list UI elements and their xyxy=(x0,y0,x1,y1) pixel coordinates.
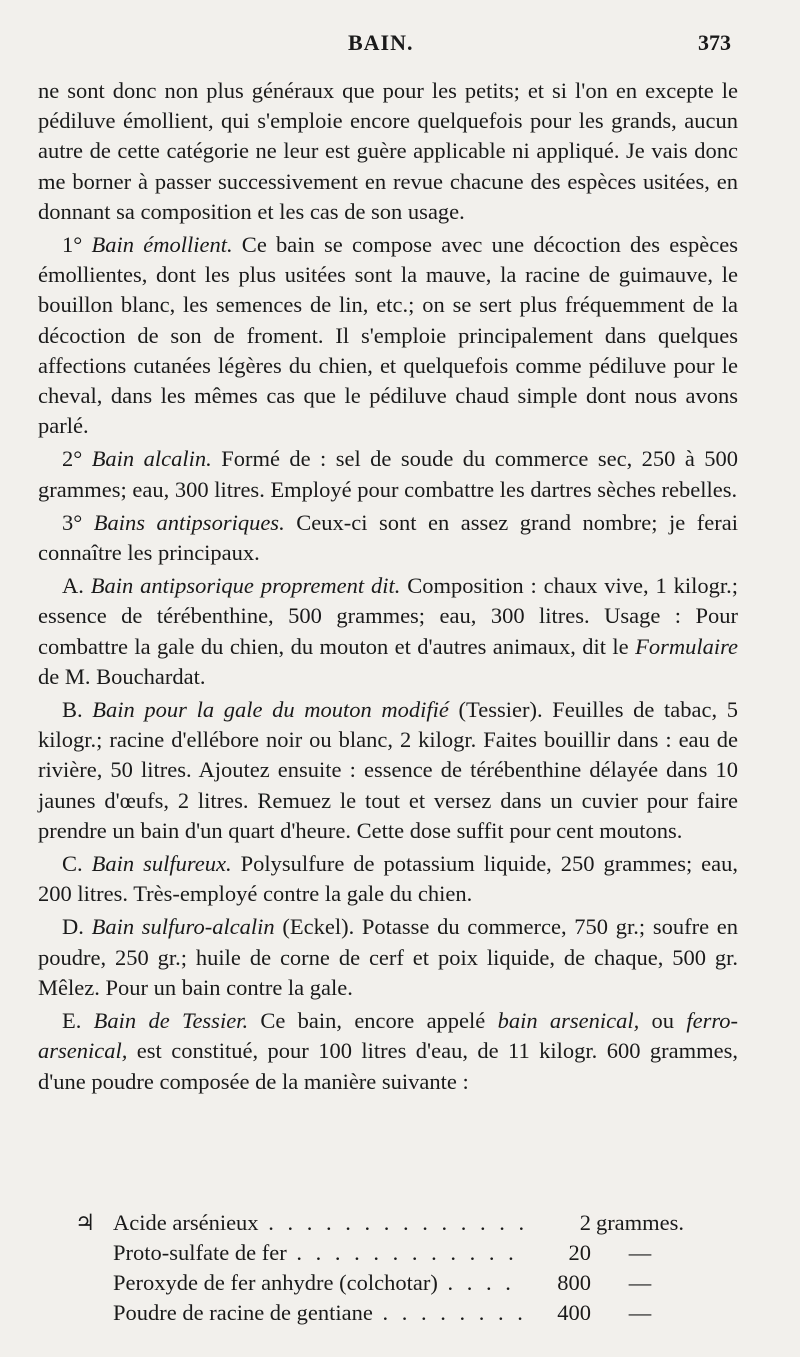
ingredient-quantity: 20 xyxy=(525,1238,591,1268)
text-run: Ce bain se compose avec une décoction des espèces émollientes, dont les plus usitées sont la mauve, la racine de guimauve, le bouillon blanc, les semences de lin, etc.; on se sert plus fréquemment de la décoction de son de froment. Il s'emploie principalement dans quelques affections cutanées légères du chien, et quelquefois comme pédiluve pour le cheval, dans les mêmes cas que le pédiluve chaud simple dont nous avons parlé. xyxy=(38,232,738,439)
paragraph xyxy=(38,444,738,504)
page-number: 373 xyxy=(698,30,731,55)
text-run: Composition : chaux vive, 1 kilogr.; essence de térébenthine, 500 grammes; eau, 300 litres. Usage : Pour combattre la gale du chien, du mouton et d'autres animaux, dit le xyxy=(38,573,738,659)
italic-run: Formulaire xyxy=(635,633,738,659)
text-run: ne sont donc non plus généraux que pour les petits; et si l'on en excepte le pédiluve émollient, qui s'emploie encore quelquefois pour les grands, aucun autre de cette catégorie ne leur est guère applicable ni appliqué. Je vais donc me borner à passer successivement en revue chacune des espèces usitées, en donnant sa composition et les cas de son usage. xyxy=(38,78,738,224)
formula-row xyxy=(75,1208,735,1238)
paragraph xyxy=(38,695,738,846)
ingredient-unit: — xyxy=(628,1270,652,1295)
ingredient-name: Poudre de racine de gentiane . . . xyxy=(113,1298,563,1328)
italic-run: Bain sulfureux. xyxy=(91,851,232,877)
italic-run: Bain émollient. xyxy=(91,232,233,258)
text-run: B. xyxy=(62,697,93,723)
text-run: Polysulfure de potassium liquide, 250 grammes; eau, 200 litres. Très-employé contre la gale du chien. xyxy=(38,851,739,907)
italic-run: Bain pour la gale du mouton modifié xyxy=(92,697,449,723)
ingredient-name: Peroxyde de fer anhydre (colchotar) . . . xyxy=(113,1268,563,1298)
ingredient-unit: grammes. xyxy=(595,1210,685,1235)
text-run: 3° xyxy=(62,509,94,535)
italic-run: Bain alcalin. xyxy=(91,446,212,472)
text-run: (Eckel). Potasse du commerce, 750 gr.; soufre en poudre, 250 gr.; huile de corne de cerf et poix liquide, de chaque, 500 gr. Mêlez. Pour un bain contre la gale. xyxy=(38,914,738,1000)
paragraph xyxy=(38,571,738,692)
italic-run: Bain sulfuro-alcalin xyxy=(91,914,275,940)
text-run: D. xyxy=(62,914,92,940)
page-header xyxy=(0,30,800,62)
ingredient-name: Proto-sulfate de fer . . . xyxy=(113,1238,563,1268)
text-run: C. xyxy=(62,851,92,877)
body-text xyxy=(38,76,738,1105)
ingredient-unit: — xyxy=(628,1300,652,1325)
text-run: Ce bain, encore appelé xyxy=(248,1008,498,1034)
paragraph xyxy=(38,1006,738,1097)
text-run: Ceux-ci sont en assez grand nombre; je ferai connaître les principaux. xyxy=(38,509,739,566)
text-run: E. xyxy=(62,1008,94,1034)
paragraph xyxy=(38,912,738,1003)
italic-run: bain arsenical, xyxy=(497,1008,640,1034)
paragraph xyxy=(38,508,738,568)
text-run: est constitué, pour 100 litres d'eau, de 11 kilogr. 600 grammes, d'une poudre composée de la manière suivante : xyxy=(38,1038,738,1094)
ingredient-quantity: 2 xyxy=(525,1208,591,1238)
text-run: ou xyxy=(639,1008,687,1034)
text-run: A. xyxy=(62,573,91,599)
recipe-symbol: ♃ xyxy=(75,1210,96,1235)
ingredient-quantity: 400 xyxy=(525,1298,591,1328)
formula-row xyxy=(75,1268,735,1298)
ingredient-name: Acide arsénieux . . . xyxy=(113,1208,563,1238)
italic-run: Bain antipsorique proprement dit. xyxy=(90,573,401,599)
italic-run: ferro-arsenical, xyxy=(38,1008,739,1064)
italic-run: Bains antipsoriques. xyxy=(93,509,285,535)
running-title: BAIN. xyxy=(348,30,414,55)
text-run: (Tessier). Feuilles de tabac, 5 kilogr.; racine d'ellébore noir ou blanc, 2 kilogr. Faites bouillir dans : eau de rivière, 50 litres. Ajoutez ensuite : essence de térébenthine délayée dans 10 jaunes d'œufs, 2 litres. Remuez le tout et versez dans un cuvier pour faire prendre un bain d'un quart d'heure. Cette dose suffit pour cent moutons. xyxy=(38,697,738,843)
text-run: 1° xyxy=(62,232,92,258)
formula-row xyxy=(75,1238,735,1268)
ingredient-unit: — xyxy=(628,1240,652,1265)
ingredient-quantity: 800 xyxy=(525,1268,591,1298)
paragraph xyxy=(38,230,738,441)
paragraph xyxy=(38,849,738,909)
formula-row xyxy=(75,1298,735,1328)
text-run: 2° xyxy=(62,446,92,472)
paragraph xyxy=(38,76,738,227)
formula-table xyxy=(75,1208,735,1328)
text-run: de M. Bouchardat. xyxy=(38,663,206,689)
text-run: Formé de : sel de soude du commerce sec, 250 à 500 grammes; eau, 300 litres. Employé pour combattre les dartres sèches rebelles. xyxy=(38,446,738,502)
italic-run: Bain de Tessier. xyxy=(93,1008,249,1034)
